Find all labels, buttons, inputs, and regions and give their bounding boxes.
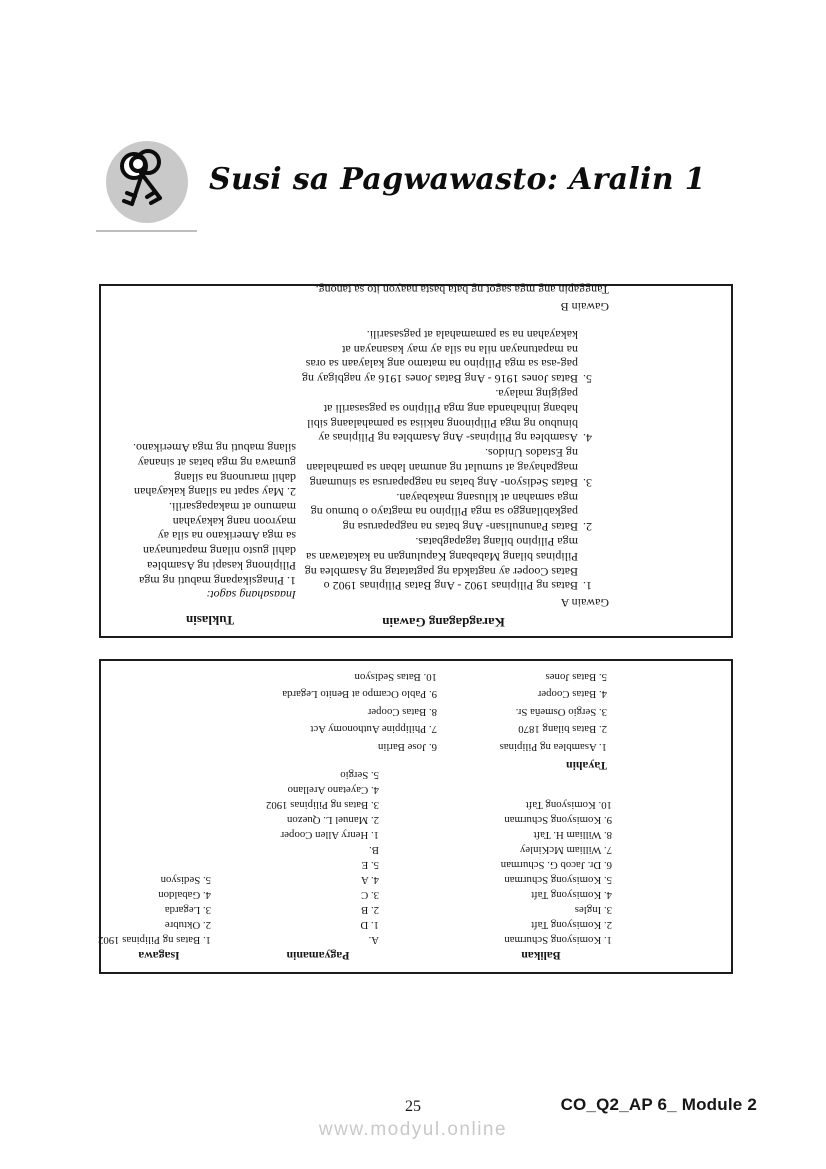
answer-line: 9. Pablo Ocampo at Benito Legarda (282, 688, 437, 701)
module-code: CO_Q2_AP 6_ Module 2 (560, 1095, 757, 1114)
pagyamanin-column (257, 767, 379, 963)
page-number: 25 (405, 1098, 421, 1115)
item-text: Batas Jones 1916 - Ang Batas Jones 1916 ay nagbigay ng pag-asa sa mga Pilipino na matamo ang kalayaan sa oras na mapatunayan nila na sila ay may kasanayan at kakayahan na sa pamamahala at pagsasarili. (302, 327, 578, 387)
answer-item (295, 445, 592, 489)
answer-line: 4. A (361, 874, 379, 886)
gawain-b-text: Tanggapin ang mga sagot ng bata basta naayon ito sa tanong. (315, 283, 609, 298)
answer-line: 9. Komisyong Schurman (504, 814, 612, 826)
answer-item (295, 327, 592, 386)
answer-line: 1. Batas ng Pilipinas 1902 (97, 934, 211, 946)
gawain-a-label: Gawain A (560, 596, 609, 611)
answer-line: 5. Batas Jones (545, 670, 607, 683)
answer-line: 4. Gabaldon (158, 889, 211, 901)
answer-line: 5. E (361, 859, 379, 871)
answer-line: 3. Batas ng Pilipinas 1902 (265, 799, 379, 811)
item-number: 4. (583, 431, 592, 446)
answer-line: 4. Komisyong Taft (531, 889, 612, 901)
watermark: www.modyul.online (318, 1119, 508, 1140)
answer-line: 5. Sedisyon (160, 874, 211, 886)
answer-item (295, 490, 592, 534)
answer-line: 3. Legarda (164, 904, 211, 916)
header-divider (96, 230, 197, 232)
answer-line: 3. Sergio Osmeña Sr. (515, 705, 607, 718)
pagyamanin-header: Pagyamanin (286, 949, 350, 963)
tuklasin-header: Tuklasin (186, 613, 234, 628)
tuklasin-column (132, 441, 296, 627)
tayahin-items-6-10 (267, 667, 437, 755)
answer-item: 2. May sapat na silang kakayahan dahil marunong na silang gumawa ng mga batas at sinanay silang mabuti ng mga Amerikano. (133, 441, 296, 500)
item-number: 1. (583, 579, 592, 594)
item-text: Batas Panunulisan- Ang batas na nagpaparusa ng pagkabilanggo sa mga Pilipino na magtayo o bumuo ng mga samahan at kilusang makabayan. (310, 490, 578, 535)
balikan-header: Balikan (521, 949, 561, 963)
answer-line: 8. Batas Cooper (367, 705, 437, 718)
answer-line: 5. Sergio (340, 769, 379, 781)
item-number: 5. (583, 372, 592, 387)
part-a-label: A. (368, 934, 379, 946)
answer-line: 8. William H. Taft (533, 829, 612, 841)
answer-line: 10. Komisyong Taft (525, 799, 612, 811)
answer-line: 7. William McKinley (519, 844, 612, 856)
tayahin-header: Tayahin (566, 759, 607, 773)
answer-line: 2. Oktubre (164, 919, 211, 931)
answer-line: 3. C (361, 889, 379, 901)
tayahin-items-1-5 (437, 667, 607, 755)
lower-answer-box (99, 659, 733, 974)
answer-line: 2. Batas bilang 1870 (518, 723, 607, 736)
answer-line: 10. Batas Sedisyon (354, 670, 437, 683)
item-number: 2. (583, 520, 592, 535)
answer-line: 4. Batas Cooper (537, 688, 607, 701)
answer-line: 2. B (361, 904, 379, 916)
answer-line: 2. Manuel L. Quezon (286, 814, 379, 826)
isagawa-header: Isagawa (138, 949, 180, 963)
page-title: Susi sa Pagwawasto: Aralin 1 (209, 162, 706, 197)
item-text: Batas Sedisyon- Ang batas na nagpaparusa sa sinumang magpahayag at sumulat ng anuman laban sa pamahalaan ng Estados Unidos. (306, 446, 578, 490)
balikan-column (470, 797, 612, 963)
item-text: Asamblea ng Pilipinas- Ang Asamblea ng Pilipinas ay binubuo ng mga Pilipinong nakiisa sa pamahalaang sibil habang inihahanda ang mga Pilipino sa pagsasarili at pagiging malaya. (307, 387, 578, 446)
expected-answer-label: Inaasahang sagot: (206, 588, 296, 603)
tayahin-section (267, 667, 607, 773)
item-text: Batas ng Pilipinas 1902 - Ang Batas Pilipinas 1902 o Batas Cooper ay nagtakda ng pagtatatag ng Asamblea ng Pilipinas bilang Mababang Kapulungan na kakatawan sa mga Pilipino bilang tagapagbatas. (304, 535, 578, 594)
answer-line: 4. Cayetano Arellano (287, 784, 379, 796)
upper-answer-box (99, 284, 733, 638)
answer-line: 2. Komisyong Taft (531, 919, 612, 931)
answer-line: 1. Komisyong Schurman (504, 934, 612, 946)
answer-item: 1. Pinagsikapang mabuti ng mga Pilipinong kasapi ng Asamblea dahil gusto nilang mapatunayan sa mga Amerikano na sila ay mayroon nang kakayahan mamuno at makapagsarili. (139, 500, 296, 588)
part-b-label: B. (369, 844, 379, 856)
answer-line: 1. Asamblea ng Pilipinas (499, 741, 607, 753)
answer-line: 1. D (360, 919, 379, 931)
karagdagang-gawain-header: Karagdagang Gawain (382, 615, 505, 630)
isagawa-column (97, 872, 211, 963)
upper-box-rotated-content (101, 283, 731, 636)
karagdagang-gawain-column (295, 282, 609, 629)
answer-line: 6. Jose Barlin (377, 741, 437, 753)
answer-line: 1. Henry Allen Cooper (280, 829, 379, 841)
gawain-b-label: Gawain B (560, 300, 609, 315)
answer-line: 3. Ingles (574, 904, 612, 916)
answer-line: 5. Komisyong Schurman (504, 874, 612, 886)
answer-line: 7. Philippine Authonomy Act (310, 723, 437, 736)
keys-icon (105, 139, 189, 225)
answer-line: 6. Dr. Jacob G. Schurman (500, 859, 612, 871)
item-number: 3. (583, 475, 592, 490)
answer-item (295, 386, 592, 445)
lower-box-rotated-content (97, 661, 731, 972)
answer-item (295, 534, 592, 593)
